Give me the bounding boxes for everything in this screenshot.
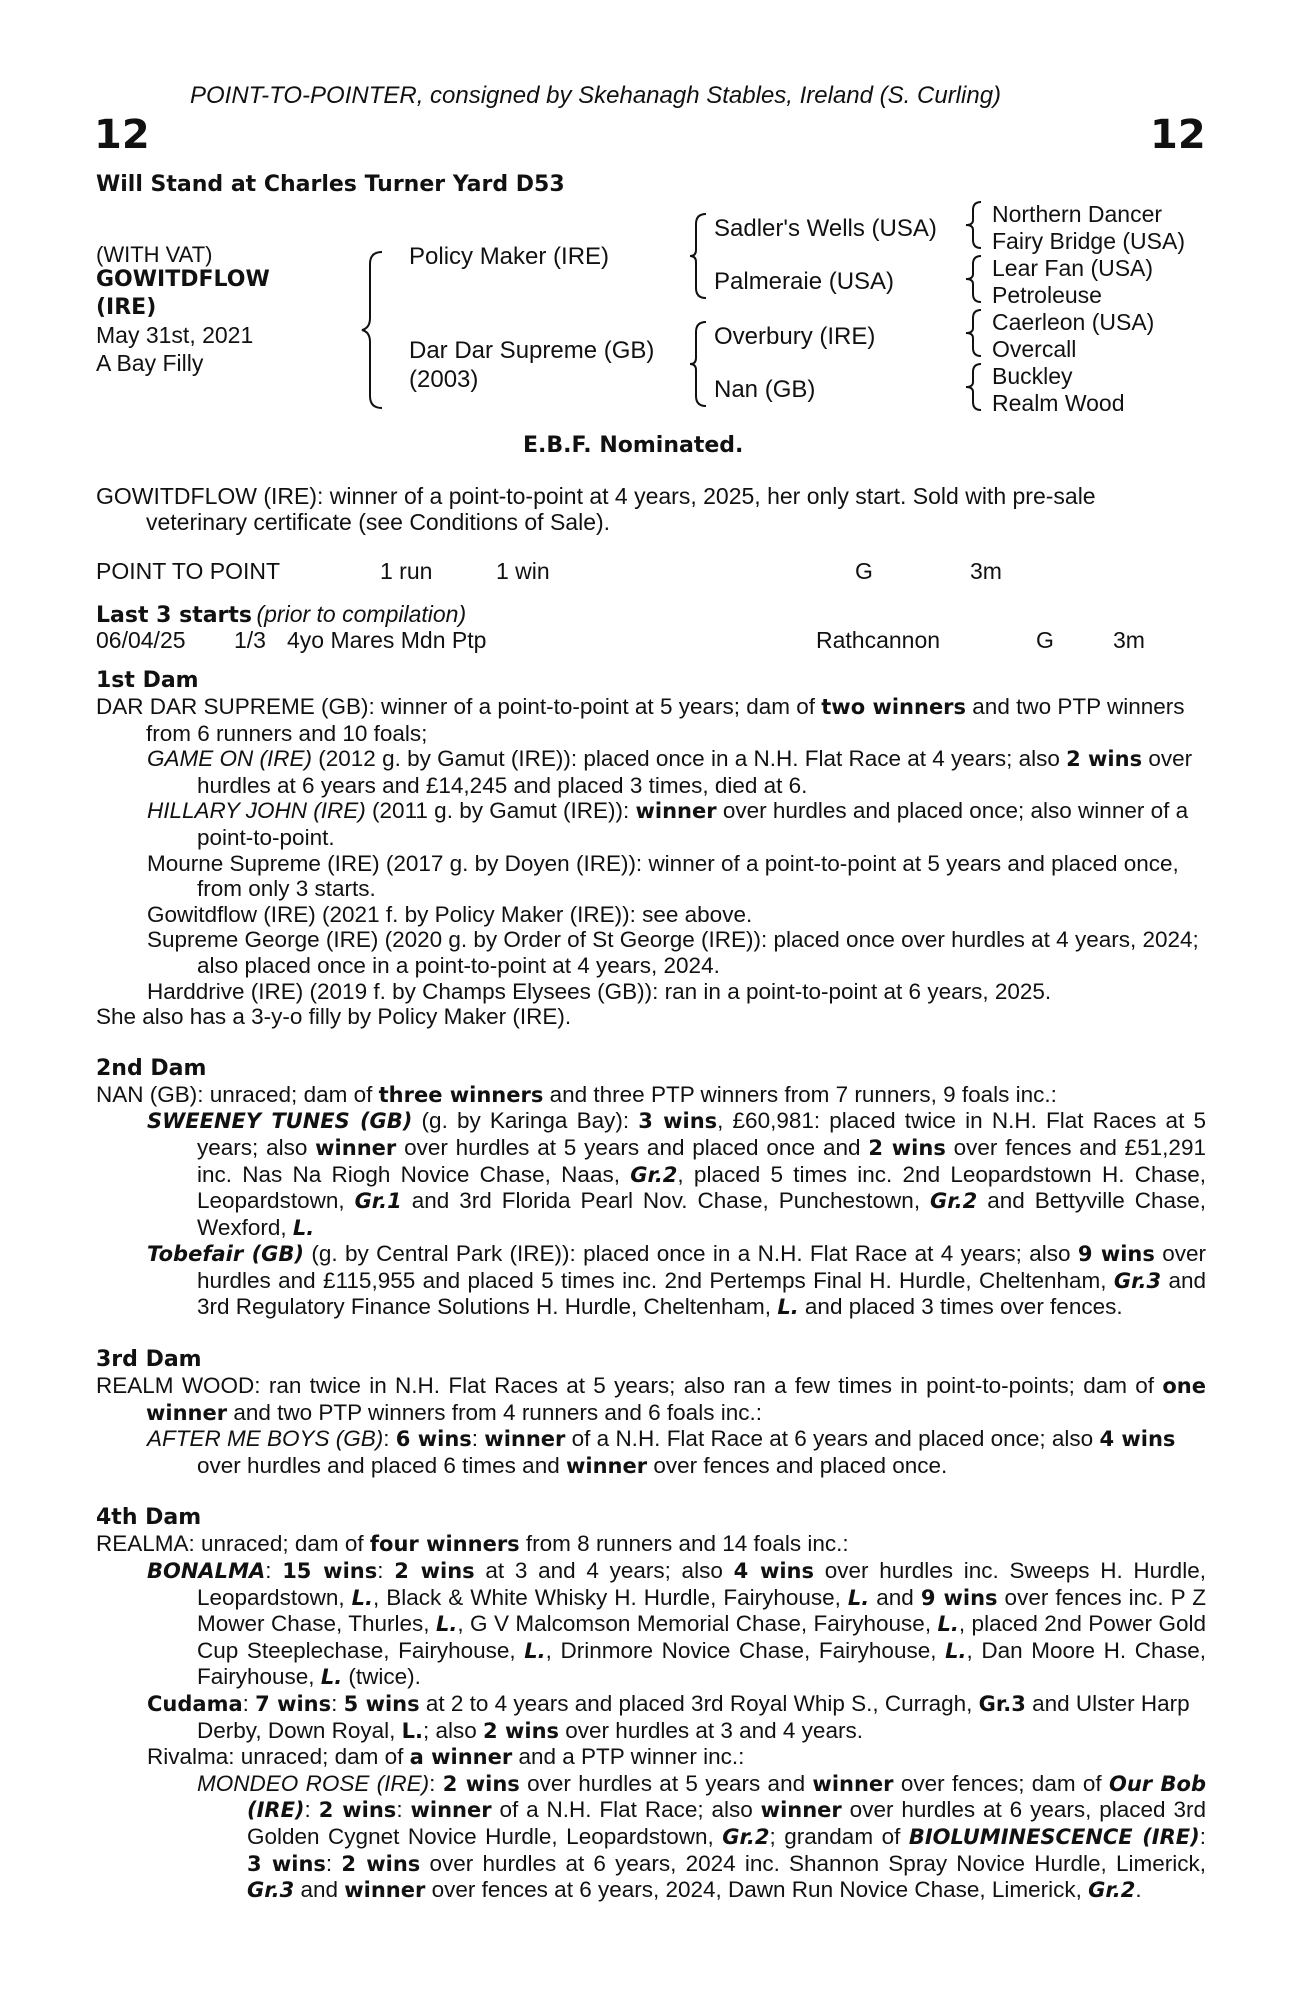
text: : [242, 1691, 256, 1716]
grade: Gr.1 [354, 1189, 402, 1214]
text: over fences inc. P Z Mower Chase, Thurles, [197, 1584, 1206, 1637]
bold-text: four winners [369, 1532, 520, 1557]
horse-dob: May 31st, 2021 [96, 322, 254, 348]
horse-suffix: (IRE) [96, 295, 157, 320]
text: and two PTP winners from 4 runners and 6 foals inc.: [227, 1399, 762, 1425]
text: over hurdles at 3 and 4 years. [559, 1717, 863, 1743]
offspring-name: Our Bob (IRE) [247, 1771, 1206, 1823]
pedigree-dam-year: (2003) [409, 366, 479, 393]
grade: L. [351, 1585, 373, 1610]
text: of a N.H. Flat Race at 6 years and placed once; also [565, 1426, 1100, 1452]
text: , placed 2nd Power Gold Cup Steeplechase, Fairyhouse, [197, 1611, 1206, 1663]
dam2-offspring-sweeney-tunes [96, 1108, 1206, 1241]
dam2-intro [96, 1082, 1206, 1109]
bold-text: 4 wins [733, 1559, 814, 1584]
dam3-title: 3rd Dam [96, 1347, 202, 1373]
text: : [383, 1426, 396, 1452]
grade: Gr.3 [247, 1878, 295, 1903]
bold-text: 2 wins [1066, 747, 1143, 772]
text: at 2 to 4 years and placed 3rd Royal Whip S., Curragh, [419, 1691, 979, 1716]
offspring-name: Cudama [147, 1692, 243, 1716]
text: : [396, 1797, 411, 1823]
dam1-offspring-harddrive: Harddrive (IRE) (2019 f. by Champs Elysees (GB)): ran in a point-to-point at 6 years, 2025. [147, 978, 1052, 1004]
stand-location: Will Stand at Charles Turner Yard D53 [96, 172, 565, 197]
pedigree-brace-g2 [963, 254, 985, 304]
offspring-name: SWEENEY TUNES (GB) [147, 1109, 413, 1134]
pedigree-brace-g1 [963, 200, 985, 250]
dam1-title: 1st Dam [96, 668, 199, 693]
grade: Gr.2 [930, 1189, 978, 1214]
text: (g. by Karinga Bay): [412, 1108, 639, 1134]
lot-number-right: 12 [1150, 112, 1206, 158]
bold-text: 2 wins [442, 1771, 520, 1796]
text: , placed 5 times inc. 2nd Leopardstown H. Chase, Leopardstown, [197, 1161, 1206, 1214]
bold-text: 2 wins [341, 1851, 421, 1876]
bold-text: 4 wins [1099, 1427, 1176, 1452]
pedigree-dam-dam: Nan (GB) [714, 376, 816, 403]
lot-number-left: 12 [94, 112, 150, 158]
bold-text: 6 wins [395, 1427, 472, 1452]
last-starts-title: Last 3 starts [96, 603, 253, 628]
bold-text: 9 wins [1077, 1242, 1155, 1267]
text: from 8 runners and 14 foals inc.: [519, 1531, 849, 1557]
text: REALM WOOD: ran twice in N.H. Flat Races at 5 years; also ran a few times in point-to-points; dam of [96, 1373, 1163, 1399]
bold-text: winner [344, 1878, 426, 1903]
grade: L. [435, 1612, 458, 1637]
text: ; also [423, 1717, 484, 1743]
grade: Gr.3 [1113, 1268, 1162, 1293]
last-starts-note: (prior to compilation) [256, 601, 467, 627]
text: (g. by Central Park (IRE)): placed once in a N.H. Flat Race at 4 years; also [304, 1241, 1078, 1267]
bold-text: 2 wins [318, 1798, 397, 1823]
record-distance: 3m [970, 558, 1002, 584]
dam1-offspring-mourne: Mourne Supreme (IRE) (2017 g. by Doyen (IRE)): winner of a point-to-point at 5 years and placed once, from only 3 starts. [147, 850, 1179, 902]
pedigree-sire: Policy Maker (IRE) [409, 243, 610, 270]
summary-line-2: veterinary certificate (see Conditions of Sale). [146, 509, 611, 535]
text: over hurdles and placed once; also winner of a point-to-point. [197, 798, 1189, 850]
pedigree-dsd: Overcall [992, 336, 1077, 362]
grade: L. [777, 1295, 799, 1320]
offspring-name: GAME ON (IRE) [147, 746, 313, 772]
text: over hurdles and placed 6 times and [197, 1452, 566, 1478]
text: : [429, 1770, 443, 1796]
offspring-name: Tobefair (GB) [147, 1242, 305, 1267]
dam4-offspring-rivalma [96, 1744, 1206, 1771]
horse-description: A Bay Filly [96, 350, 204, 376]
text: over hurdles at 5 years and [519, 1770, 813, 1796]
bold-text: 3 wins [638, 1109, 718, 1134]
text: NAN (GB): unraced; dam of [96, 1081, 379, 1107]
dam-sections [96, 668, 1206, 1904]
grade: Gr.3 [978, 1692, 1026, 1716]
text: and Ulster Harp Derby, Down Royal, [197, 1691, 1190, 1743]
text: (twice). [342, 1664, 421, 1690]
text: over fences; dam of [893, 1770, 1109, 1796]
bold-text: winner [812, 1771, 894, 1796]
grade: Gr.2 [722, 1824, 770, 1849]
grade: Gr.2 [1088, 1878, 1136, 1903]
text: REALMA: unraced; dam of [96, 1531, 370, 1557]
last-starts-heading [96, 601, 466, 628]
bold-text: a winner [409, 1745, 513, 1770]
bold-text: one winner [146, 1374, 1206, 1425]
text: over fences and £51,291 inc. Nas Na Riogh Novice Chase, Naas, [197, 1134, 1206, 1187]
record-wins: 1 win [496, 558, 550, 584]
text: : [471, 1426, 485, 1452]
start-date: 06/04/25 [96, 627, 186, 653]
text: and three PTP winners from 7 runners, 9 foals inc.: [543, 1081, 1057, 1107]
text: and Bettyville Chase, Wexford, [197, 1188, 1206, 1240]
bold-text: 15 wins [282, 1559, 378, 1584]
dam1-also: She also has a 3-y-o filly by Policy Maker (IRE). [96, 1004, 572, 1030]
dam4-offspring-bonalma [96, 1558, 1206, 1691]
grade: L. [524, 1638, 546, 1663]
start-course: Rathcannon [816, 627, 941, 653]
dam1-offspring-hillary-john [96, 798, 1206, 850]
text: : [265, 1558, 283, 1584]
pedigree-ddd: Realm Wood [992, 390, 1125, 416]
pedigree-dam-sire: Overbury (IRE) [714, 323, 876, 350]
bold-text: 2 wins [394, 1559, 475, 1584]
grade: L. [945, 1638, 967, 1663]
dam3-intro [96, 1373, 1206, 1426]
text: : [377, 1558, 395, 1584]
pedigree-ssd: Fairy Bridge (USA) [992, 228, 1185, 254]
offspring-name: HILLARY JOHN (IRE) [147, 798, 366, 824]
pedigree-sdd: Petroleuse [992, 282, 1102, 308]
text: , G V Malcomson Memorial Chase, Fairyhouse, [457, 1611, 938, 1637]
text: and [869, 1584, 921, 1610]
offspring-name: AFTER ME BOYS (GB) [147, 1426, 384, 1452]
bold-text: winner [635, 799, 717, 824]
text: over hurdles at 6 years, placed 3rd Golden Cygnet Novice Hurdle, Leopardstown, [247, 1797, 1206, 1849]
pedigree-sire-dam: Palmeraie (USA) [714, 268, 895, 295]
dam1-offspring-game-on [96, 746, 1206, 798]
text: and 3rd Regulatory Finance Solutions H. Hurdle, Cheltenham, [197, 1267, 1206, 1320]
pedigree-brace-sire [688, 212, 710, 300]
dam1-offspring-gowitdflow: Gowitdflow (IRE) (2021 f. by Policy Maker (IRE)): see above. [147, 901, 753, 927]
dam1-intro-text: DAR DAR SUPREME (GB): winner of a point-to-point at 5 years; dam of [96, 694, 822, 719]
grade: L. [401, 1718, 424, 1743]
text: over fences and placed once. [647, 1452, 948, 1478]
text: , Black & White Whisky H. Hurdle, Fairyhouse, [372, 1584, 848, 1610]
text: (2012 g. by Gamut (IRE)): placed once in a N.H. Flat Race at 4 years; also [312, 746, 1067, 772]
offspring-name: BIOLUMINESCENCE (IRE) [908, 1824, 1200, 1849]
text: and placed 3 times over fences. [798, 1294, 1123, 1320]
pedigree-sds: Lear Fan (USA) [992, 255, 1154, 281]
text: : [325, 1850, 342, 1876]
text: over hurdles at 5 years and placed once and [396, 1134, 869, 1160]
text: and [294, 1877, 345, 1903]
text: : [1199, 1823, 1207, 1849]
dam4-intro [96, 1531, 1206, 1558]
ebf-nominated: E.B.F. Nominated. [523, 433, 744, 458]
bold-text: winner [565, 1453, 648, 1478]
text: , Drinmore Novice Chase, Fairyhouse, [545, 1637, 946, 1663]
grade: Gr.2 [630, 1162, 678, 1187]
bold-text: winner [484, 1427, 566, 1452]
offspring-name: BONALMA [147, 1559, 266, 1584]
offspring-name: MONDEO ROSE (IRE) [197, 1770, 430, 1796]
start-going: G [1036, 627, 1054, 653]
pedigree-sss: Northern Dancer [992, 201, 1163, 227]
pedigree-sire-sire: Sadler's Wells (USA) [714, 215, 937, 242]
text: : [304, 1797, 319, 1823]
dam2-title: 2nd Dam [96, 1055, 207, 1081]
grade: L. [847, 1585, 870, 1610]
dam1-intro [96, 694, 1206, 746]
dam4-title: 4th Dam [96, 1505, 202, 1531]
text: of a N.H. Flat Race; also [491, 1797, 761, 1823]
dam4-offspring-cudama [96, 1691, 1206, 1744]
start-race: 4yo Mares Mdn Ptp [287, 627, 487, 653]
pedigree-brace-dam [688, 320, 710, 408]
text: over fences at 6 years, 2024, Dawn Run Novice Chase, Limerick, [425, 1877, 1089, 1903]
start-position: 1/3 [234, 627, 266, 653]
text: and 3rd Florida Pearl Nov. Chase, Punchestown, [401, 1188, 931, 1214]
text: over hurdles inc. Sweeps H. Hurdle, Leopardstown, [197, 1558, 1206, 1610]
pedigree-brace-g3 [963, 308, 985, 358]
bold-text: winner [315, 1135, 397, 1160]
grade: L. [292, 1215, 315, 1240]
pedigree-brace-main [360, 250, 390, 410]
pedigree-dds: Buckley [992, 363, 1073, 389]
text: at 3 and 4 years; also [474, 1558, 734, 1584]
bold-text: 9 wins [920, 1585, 998, 1610]
grade: L. [937, 1612, 959, 1637]
vat-note: (WITH VAT) [96, 242, 213, 267]
text: over hurdles and £115,955 and placed 5 times inc. 2nd Pertemps Final H. Hurdle, Cheltenham, [197, 1241, 1206, 1293]
text: ; grandam of [769, 1823, 909, 1849]
bold-text: 3 wins [247, 1851, 326, 1876]
record-runs: 1 run [380, 558, 433, 584]
bold-text: 7 wins [255, 1692, 332, 1716]
text: over hurdles at 6 years and £14,245 and placed 3 times, died at 6. [197, 746, 1193, 798]
pedigree-dss: Caerleon (USA) [992, 309, 1155, 335]
dam3-offspring-after-me-boys [96, 1426, 1206, 1479]
record-label: POINT TO POINT [96, 558, 281, 584]
summary-line-1: GOWITDFLOW (IRE): winner of a point-to-point at 4 years, 2025, her only start. Sold with pre-sale [96, 483, 1096, 509]
text: : [331, 1691, 344, 1716]
bold-text: 2 wins [868, 1135, 946, 1160]
dam1-intro-text2: and two PTP winners from 6 runners and 10 foals; [146, 694, 1185, 746]
pedigree-dam: Dar Dar Supreme (GB) [409, 337, 655, 364]
text: . [1135, 1877, 1142, 1903]
dam1-offspring-supreme-george: Supreme George (IRE) (2020 g. by Order of St George (IRE)): placed once over hurdles at 4 years, 2024; also placed once in a point-to-point at 4 years, 2024. [147, 927, 1199, 978]
text: and a PTP winner inc.: [512, 1744, 745, 1770]
text: over hurdles at 6 years, 2024 inc. Shannon Spray Novice Hurdle, Limerick, [420, 1850, 1206, 1876]
text: Rivalma: unraced; dam of [147, 1744, 410, 1770]
pedigree-brace-g4 [963, 362, 985, 412]
dam4-grand-offspring-mondeo-rose [96, 1771, 1206, 1904]
bold-text: 5 wins [343, 1692, 420, 1716]
dam2-offspring-tobefair [96, 1241, 1206, 1321]
consignor-line: POINT-TO-POINTER, consigned by Skehanagh Stables, Ireland (S. Curling) [190, 82, 1002, 109]
record-going: G [855, 558, 873, 584]
text: (2011 g. by Gamut (IRE)): [365, 798, 636, 824]
start-distance: 3m [1113, 627, 1145, 653]
text: , £60,981: placed twice in N.H. Flat Races at 5 years; also [197, 1108, 1206, 1160]
bold-text: winner [410, 1798, 492, 1823]
bold-text: winner [760, 1798, 842, 1823]
grade: L. [320, 1665, 343, 1690]
text: , Dan Moore H. Chase, Fairyhouse, [197, 1637, 1206, 1690]
bold-text: three winners [378, 1082, 544, 1107]
bold-text: 2 wins [483, 1718, 560, 1743]
horse-name: GOWITDFLOW [96, 267, 270, 292]
dam1-intro-bold: two winners [821, 695, 967, 719]
